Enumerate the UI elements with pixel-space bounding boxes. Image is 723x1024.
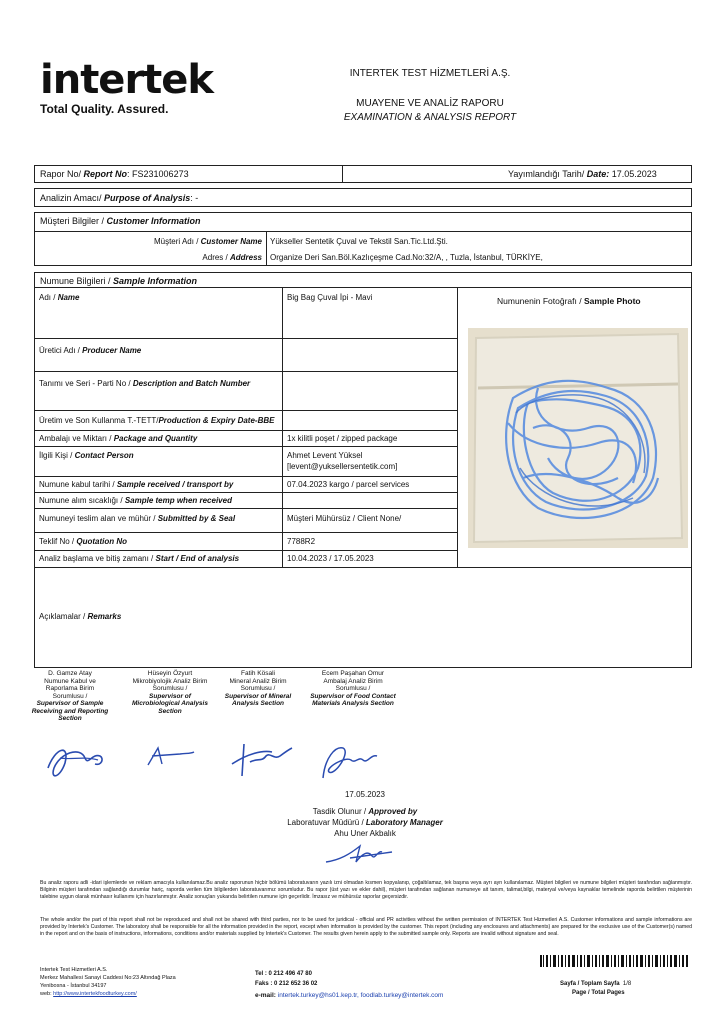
divider — [342, 165, 343, 183]
package-quantity-value: 1x kilitli poşet / zipped package — [287, 434, 398, 443]
footer-company: Intertek Test Hizmetleri A.S. — [40, 967, 108, 973]
divider — [34, 410, 457, 411]
approval-line-1: Tasdik Olunur / Approved by — [312, 807, 418, 816]
production-expiry-label: Üretim ve Son Kullanma T.-TETT/Production & Expiry Date-BBE — [39, 416, 275, 425]
footer-fax: Faks : 0 212 652 36 02 — [255, 981, 318, 987]
purpose-of-analysis: Analizin Amacı/ Purpose of Analysis: - — [40, 193, 199, 203]
signatory-name: D. Gamze Atay — [48, 670, 92, 677]
footer-email: e-mail: intertek.turkey@hs01.kep.tr, foodlab.turkey@intertek.com — [255, 992, 444, 999]
footer-address-1: Merkez Mahallesi Sanayi Caddesi No:23 Altındağ Plaza — [40, 975, 176, 981]
signatory-name: Ecem Paşahan Omur — [321, 670, 385, 677]
divider — [34, 287, 692, 288]
submitted-seal-label: Numuneyi teslim alan ve mühür / Submitted by & Seal — [39, 514, 236, 523]
sample-received-value: 07.04.2023 kargo / parcel services — [287, 480, 410, 489]
description-batch-label: Tanımı ve Seri - Parti No / Description and Batch Number — [39, 379, 251, 388]
logo-wordmark: intertek — [40, 57, 214, 103]
sample-photo-label: Numunenin Fotoğrafı / Sample Photo — [497, 296, 641, 306]
logo-tagline: Total Quality. Assured. — [40, 102, 169, 116]
signatory-role-tr: Mikrobiyolojik Analiz Birim Sorumlusu / — [132, 677, 208, 692]
customer-address-label: Adres / Address — [202, 253, 262, 262]
divider — [266, 231, 267, 266]
contact-person-value: Ahmet Levent Yüksel — [287, 451, 363, 460]
barcode-icon — [540, 955, 690, 967]
divider — [34, 508, 457, 509]
divider — [34, 371, 457, 372]
signature-1-icon — [40, 738, 110, 783]
footer-tel: Tel : 0 212 496 47 80 — [255, 971, 312, 977]
footer-web: web: http://www.intertekfoodturkey.com/ — [40, 991, 137, 997]
company-name: INTERTEK TEST HİZMETLERİ A.Ş. — [349, 68, 511, 79]
sample-name-value: Big Bag Çuval İpi - Mavi — [287, 293, 373, 302]
sample-temp-label: Numune alım sıcaklığı / Sample temp when received — [39, 496, 232, 505]
disclaimer-en: The whole and/or the part of this report shall not be reproduced and shall not be shared with third parties, nor to be used for juridical - official and PR activities without the written permission of INTERTEK Test Hizmetleri A.S. Customer informations and sample informations are provided by Intertek's Customer. The laboratory shall be responsible for all the information provided in the report, except when information is provided by the customer. This report (including any enclosures and attachments) are prepared for the exclusive use of the Customer(s) named in the report and on the basis of instructions, informations, conditions and/or materials supplied by Intertek's Customer. The results given herein apply to the submitted sample only. Reports are invalid without signature and seal. — [40, 917, 692, 937]
signatory-role-tr: Ambalaj Analiz Birim Sorumlusu / — [323, 677, 383, 692]
website-link[interactable]: http://www.intertekfoodturkey.com/ — [53, 991, 137, 997]
divider — [34, 532, 457, 533]
signatory-3 — [218, 670, 298, 708]
quotation-no-value: 7788R2 — [287, 537, 316, 546]
report-title-tr: MUAYENE VE ANALİZ RAPORU — [356, 98, 504, 109]
manager-signature-icon — [320, 840, 400, 868]
signature-2-icon — [140, 740, 200, 775]
page-count: Sayfa / Toplam Sayfa 1/8 — [560, 981, 632, 987]
approval-line-2: Laboratuvar Müdürü / Laboratory Manager — [287, 818, 443, 827]
approval-date: 17.05.2023 — [344, 790, 386, 799]
sample-section-title: Numune Bilgileri / Sample Information — [40, 276, 198, 286]
submitted-seal-value: Müşteri Mühürsüz / Client None/ — [287, 514, 402, 523]
signature-3-icon — [222, 736, 297, 781]
footer-address-2: Yenibosna - İstanbul 34197 — [40, 983, 107, 989]
divider — [34, 476, 457, 477]
divider — [282, 287, 283, 567]
sample-photo — [468, 328, 688, 548]
signatory-role-tr: Numune Kabul ve Raporlama Birim Sorumlusu / — [44, 677, 96, 700]
customer-name-value: Yükseller Sentetik Çuval ve Tekstil San.Tic.Ltd.Şti. — [270, 237, 448, 246]
approval-name: Ahu Uner Akbalık — [334, 829, 396, 838]
signatory-name: Hüseyin Özyurt — [147, 670, 193, 677]
footer-address-block — [40, 966, 250, 998]
divider — [34, 550, 457, 551]
signatory-role-en: Supervisor of Microbiological Analysis Section — [132, 692, 208, 715]
email-link[interactable]: intertek.turkey@hs01.kep.tr, foodlab.turkey@intertek.com — [277, 992, 444, 999]
analysis-period-value: 10.04.2023 / 17.05.2023 — [287, 554, 374, 563]
report-title-en: EXAMINATION & ANALYSIS REPORT — [343, 112, 517, 123]
disclaimer-tr: Bu analiz raporu adli -idari işlemlerde ve reklam amacıyla kullanılamaz.Bu analiz raporunun hiçbir bölümü laboratuvarın yazılı izni olmadan kısmen kopyalanıp, çoğaltılamaz, tek başına veya ayrı ayrı kullanılamaz. Müşteri bilgileri ve numune bilgileri müşteri tarafından sağlanmıştır. Bilginin müşteri tarafından sağlandığı durumlar hariç, raporda verilen tüm bilgilerden laboratuvarımız sorumludur. Bu rapor (üst yazı ve ekler dahil), müşteri tarafından sağlanan numuneye ait tanım, talimat,bilgi, materyal ve/veya kaynaklar temelinde raporda belirtilen müşterinin talebine uygun olarak münhasır kullanımı için hazırlanmıştır. Analiz sonuçları yukarıda belirtilen numune için geçerlidir. İmzasız ve mühürsüz raporlar geçersizdir. — [40, 880, 692, 900]
blue-rope-photo-icon — [468, 328, 688, 548]
remarks-label: Açıklamalar / Remarks — [39, 612, 122, 621]
divider — [34, 567, 692, 568]
signatory-role-en: Supervisor of Mineral Analysis Section — [224, 692, 292, 707]
signatory-1 — [30, 670, 110, 723]
analysis-period-label: Analiz başlama ve bitiş zamanı / Start / End of analysis — [39, 554, 240, 563]
divider — [34, 446, 457, 447]
producer-name-label: Üretici Adı / Producer Name — [39, 346, 142, 355]
customer-section-title: Müşteri Bilgiler / Customer Information — [40, 216, 201, 226]
signatory-2 — [130, 670, 210, 715]
quotation-no-label: Teklif No / Quotation No — [39, 537, 127, 546]
customer-name-label: Müşteri Adı / Customer Name — [153, 237, 262, 246]
signatory-role-en: Supervisor of Sample Receiving and Reporting Section — [31, 700, 109, 722]
signatory-4 — [308, 670, 398, 708]
contact-person-label: İlgili Kişi / Contact Person — [39, 451, 134, 460]
contact-person-email: [levent@yuksellersentetik.com] — [287, 462, 398, 471]
signature-4-icon — [315, 738, 385, 783]
page-count-en: Page / Total Pages — [572, 990, 625, 996]
package-quantity-label: Ambalajı ve Miktarı / Package and Quantity — [39, 434, 198, 443]
divider — [34, 430, 457, 431]
report-number: Rapor No/ Report No: FS231006273 — [40, 169, 189, 179]
signatory-role-en: Supervisor of Food Contact Materials Analysis Section — [310, 692, 396, 707]
customer-address-value: Organize Deri San.Böl.Kazlıçeşme Cad.No:32/A, , Tuzla, İstanbul, TÜRKİYE, — [270, 253, 543, 262]
divider — [34, 492, 457, 493]
footer-contacts — [255, 969, 317, 989]
divider — [34, 231, 692, 232]
sample-name-label: Adı / Name — [39, 293, 80, 302]
divider — [34, 338, 457, 339]
report-date: Yayımlandığı Tarih/ Date: 17.05.2023 — [508, 169, 657, 179]
signatory-name: Fatih Kösali — [241, 670, 275, 677]
divider — [457, 287, 458, 567]
intertek-logo — [40, 57, 214, 116]
sample-received-label: Numune kabul tarihi / Sample received / transport by — [39, 480, 234, 489]
signatory-role-tr: Mineral Analiz Birim Sorumlusu / — [229, 677, 287, 692]
